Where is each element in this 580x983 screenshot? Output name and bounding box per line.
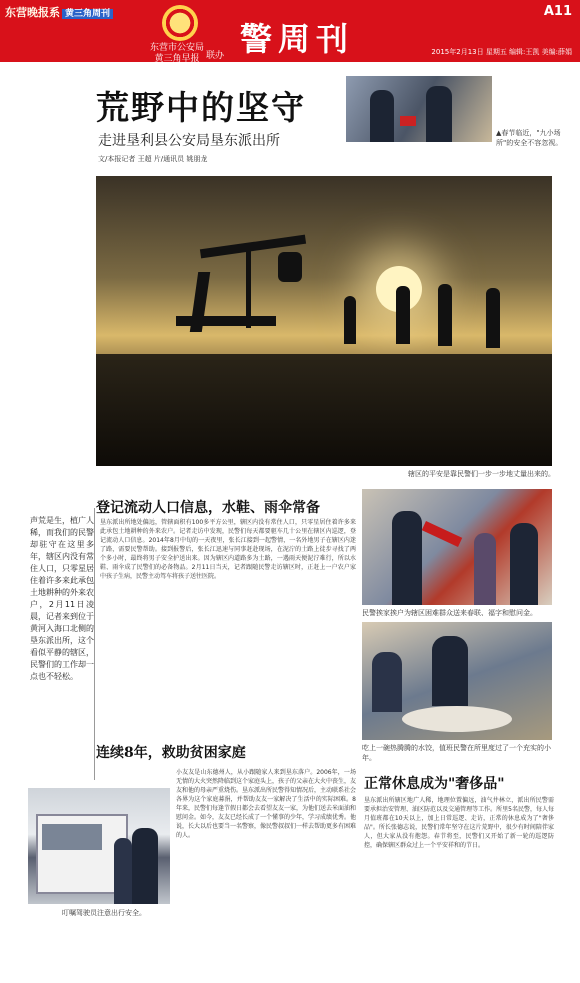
couplet [422, 521, 462, 547]
caption-bottom-left-photo: 叮嘱驾驶员注意出行安全。 [62, 909, 146, 917]
dark-grassland [96, 354, 552, 466]
paper-name-text: 东营晚报 [5, 6, 49, 19]
officer-figure [132, 828, 158, 904]
caption-main-photo: 辖区的平安是靠民警们一步一步地丈量出来的。 [408, 470, 555, 478]
fire-extinguisher [400, 116, 416, 126]
officer-figure [372, 652, 402, 712]
organizer-line1: 东营市公安局 [149, 43, 204, 53]
police-emblem-icon [162, 5, 198, 41]
caption-top-photo: ▲春节临近，"九小场所"的安全不容忽视。 [496, 129, 563, 147]
section1-title: 登记流动人口信息，水鞋、雨伞常备 [96, 500, 320, 516]
byline: 文/本报记者 王超 片/通讯员 姚朋龙 [98, 155, 208, 163]
officer-figure [432, 636, 468, 706]
lianban-label: 联办 [206, 51, 225, 61]
section2-body: 小友友是山东德州人，从小跟随家人来到垦东落户。2006年，一场无情的大火突然降临到这个家庭头上，孩子的父亲在大火中丧生，友友和他的母亲严重烧伤。垦东派出所民警得知情况后，主动联系社会各界为这个家庭募捐，并帮助友友一家解决了生活中的实际困难。8年来，民警们每逢节假日都会去看望友友一家，为他们送去米面油和慰问金。如今，友友已经长成了一个懂事的少年，学习成绩优秀。他说，长大以后也要当一名警察，像民警叔叔们一样去帮助更多有困难的人。 [176, 769, 356, 839]
section2-title: 连续8年，救助贫困家庭 [96, 745, 246, 761]
officer-silhouette [396, 286, 410, 344]
masthead [0, 0, 580, 62]
supplement-title: 警周刊 [240, 20, 355, 58]
officer-figure [392, 511, 422, 605]
section1-body: 垦东派出所地处偏远，管辖面积有100多平方公里，辖区内没有常住人口，只零星居住着许多来此承包土地耕种的外来农户。记者走访中发现，民警们每天都要驱车几十公里在辖区内巡逻，登记流动人口信息。2014年8月中旬的一天夜里，张长江接到一起警情，一名外地男子在辖区内迷了路，需要民警帮助。接到报警后，张长江迅速与同事赶赴现场，在泥泞的土路上徒步寻找了两个多小时，最终将男子安全护送出来。因为辖区内道路多为土路，一遇雨天便泥泞难行，所以水鞋、雨伞成了民警们的必备物品。2月11日当天，记者跟随民警走访辖区时，正赶上一户农户家中孩子生病，民警主动驾车将孩子送往医院。 [100, 519, 356, 580]
page-number: A11 [543, 4, 572, 19]
truck-window [42, 824, 102, 850]
intro-column: 声荒是生，植广人稀，而我们的民警却驻守在这里多年，辖区内没有常住人口，只零星居住着许多来此承包土地耕种的外来农户，2月11日凌晨，记者来到位于黄河入海口北侧的垦东派出所，这个看似平静的辖区，民警们的工作却一点也不轻松。 [30, 516, 94, 681]
paper-series: 系 [49, 6, 60, 19]
paper-name [5, 4, 113, 20]
photo-spring-couplets [362, 489, 552, 605]
photo-main-sunset-patrol [96, 176, 552, 466]
officer-figure [370, 90, 394, 142]
pumpjack-base [176, 316, 276, 326]
officer-figure [114, 838, 132, 904]
dumpling-bowl [402, 706, 512, 732]
officer-figure [426, 86, 452, 142]
officer-figure [510, 523, 538, 605]
section-tag: 黄三角周刊 [62, 9, 113, 19]
photo-dumplings [362, 622, 552, 740]
section3-title: 正常休息成为"奢侈品" [364, 776, 505, 792]
column-divider [94, 508, 95, 780]
resident-figure [474, 533, 496, 605]
section3-body: 垦东派出所辖区地广人稀，地理位置偏远，油气井林立，派出所民警需要承担治安管理、油区防范以及交通管理等工作。所里5名民警，每人每月值班都在10天以上，加上日常巡逻、走访，正常的休息成为了"奢侈品"。所长张德志说，民警们常年坚守在这片荒野中，很少有时间陪伴家人，但大家从没有抱怨。春节将至，民警们又开始了新一轮的巡逻防控，确保辖区群众过上一个平安祥和的节日。 [364, 797, 554, 849]
subheadline: 走进垦利县公安局垦东派出所 [98, 133, 280, 149]
pumpjack-counterweight [278, 252, 302, 282]
date-editor-line: 2015年2月13日 星期五 编辑:王凯 美编:薛娟 [431, 48, 572, 56]
officer-silhouette [344, 296, 356, 344]
photo-driver-reminder [28, 788, 170, 904]
officer-silhouette [486, 288, 500, 348]
caption-right-photo1: 民警挨家挨户为辖区困难群众送来春联、福字和慰问金。 [362, 609, 537, 617]
organizer-line2: 黄三角早报 [154, 54, 200, 64]
photo-police-inspection [346, 76, 492, 142]
caption-right-photo2: 吃上一碗热腾腾的水饺，值班民警在所里度过了一个充实的小年。 [362, 744, 551, 762]
headline: 荒野中的坚守 [96, 88, 306, 127]
officer-silhouette [438, 284, 452, 346]
